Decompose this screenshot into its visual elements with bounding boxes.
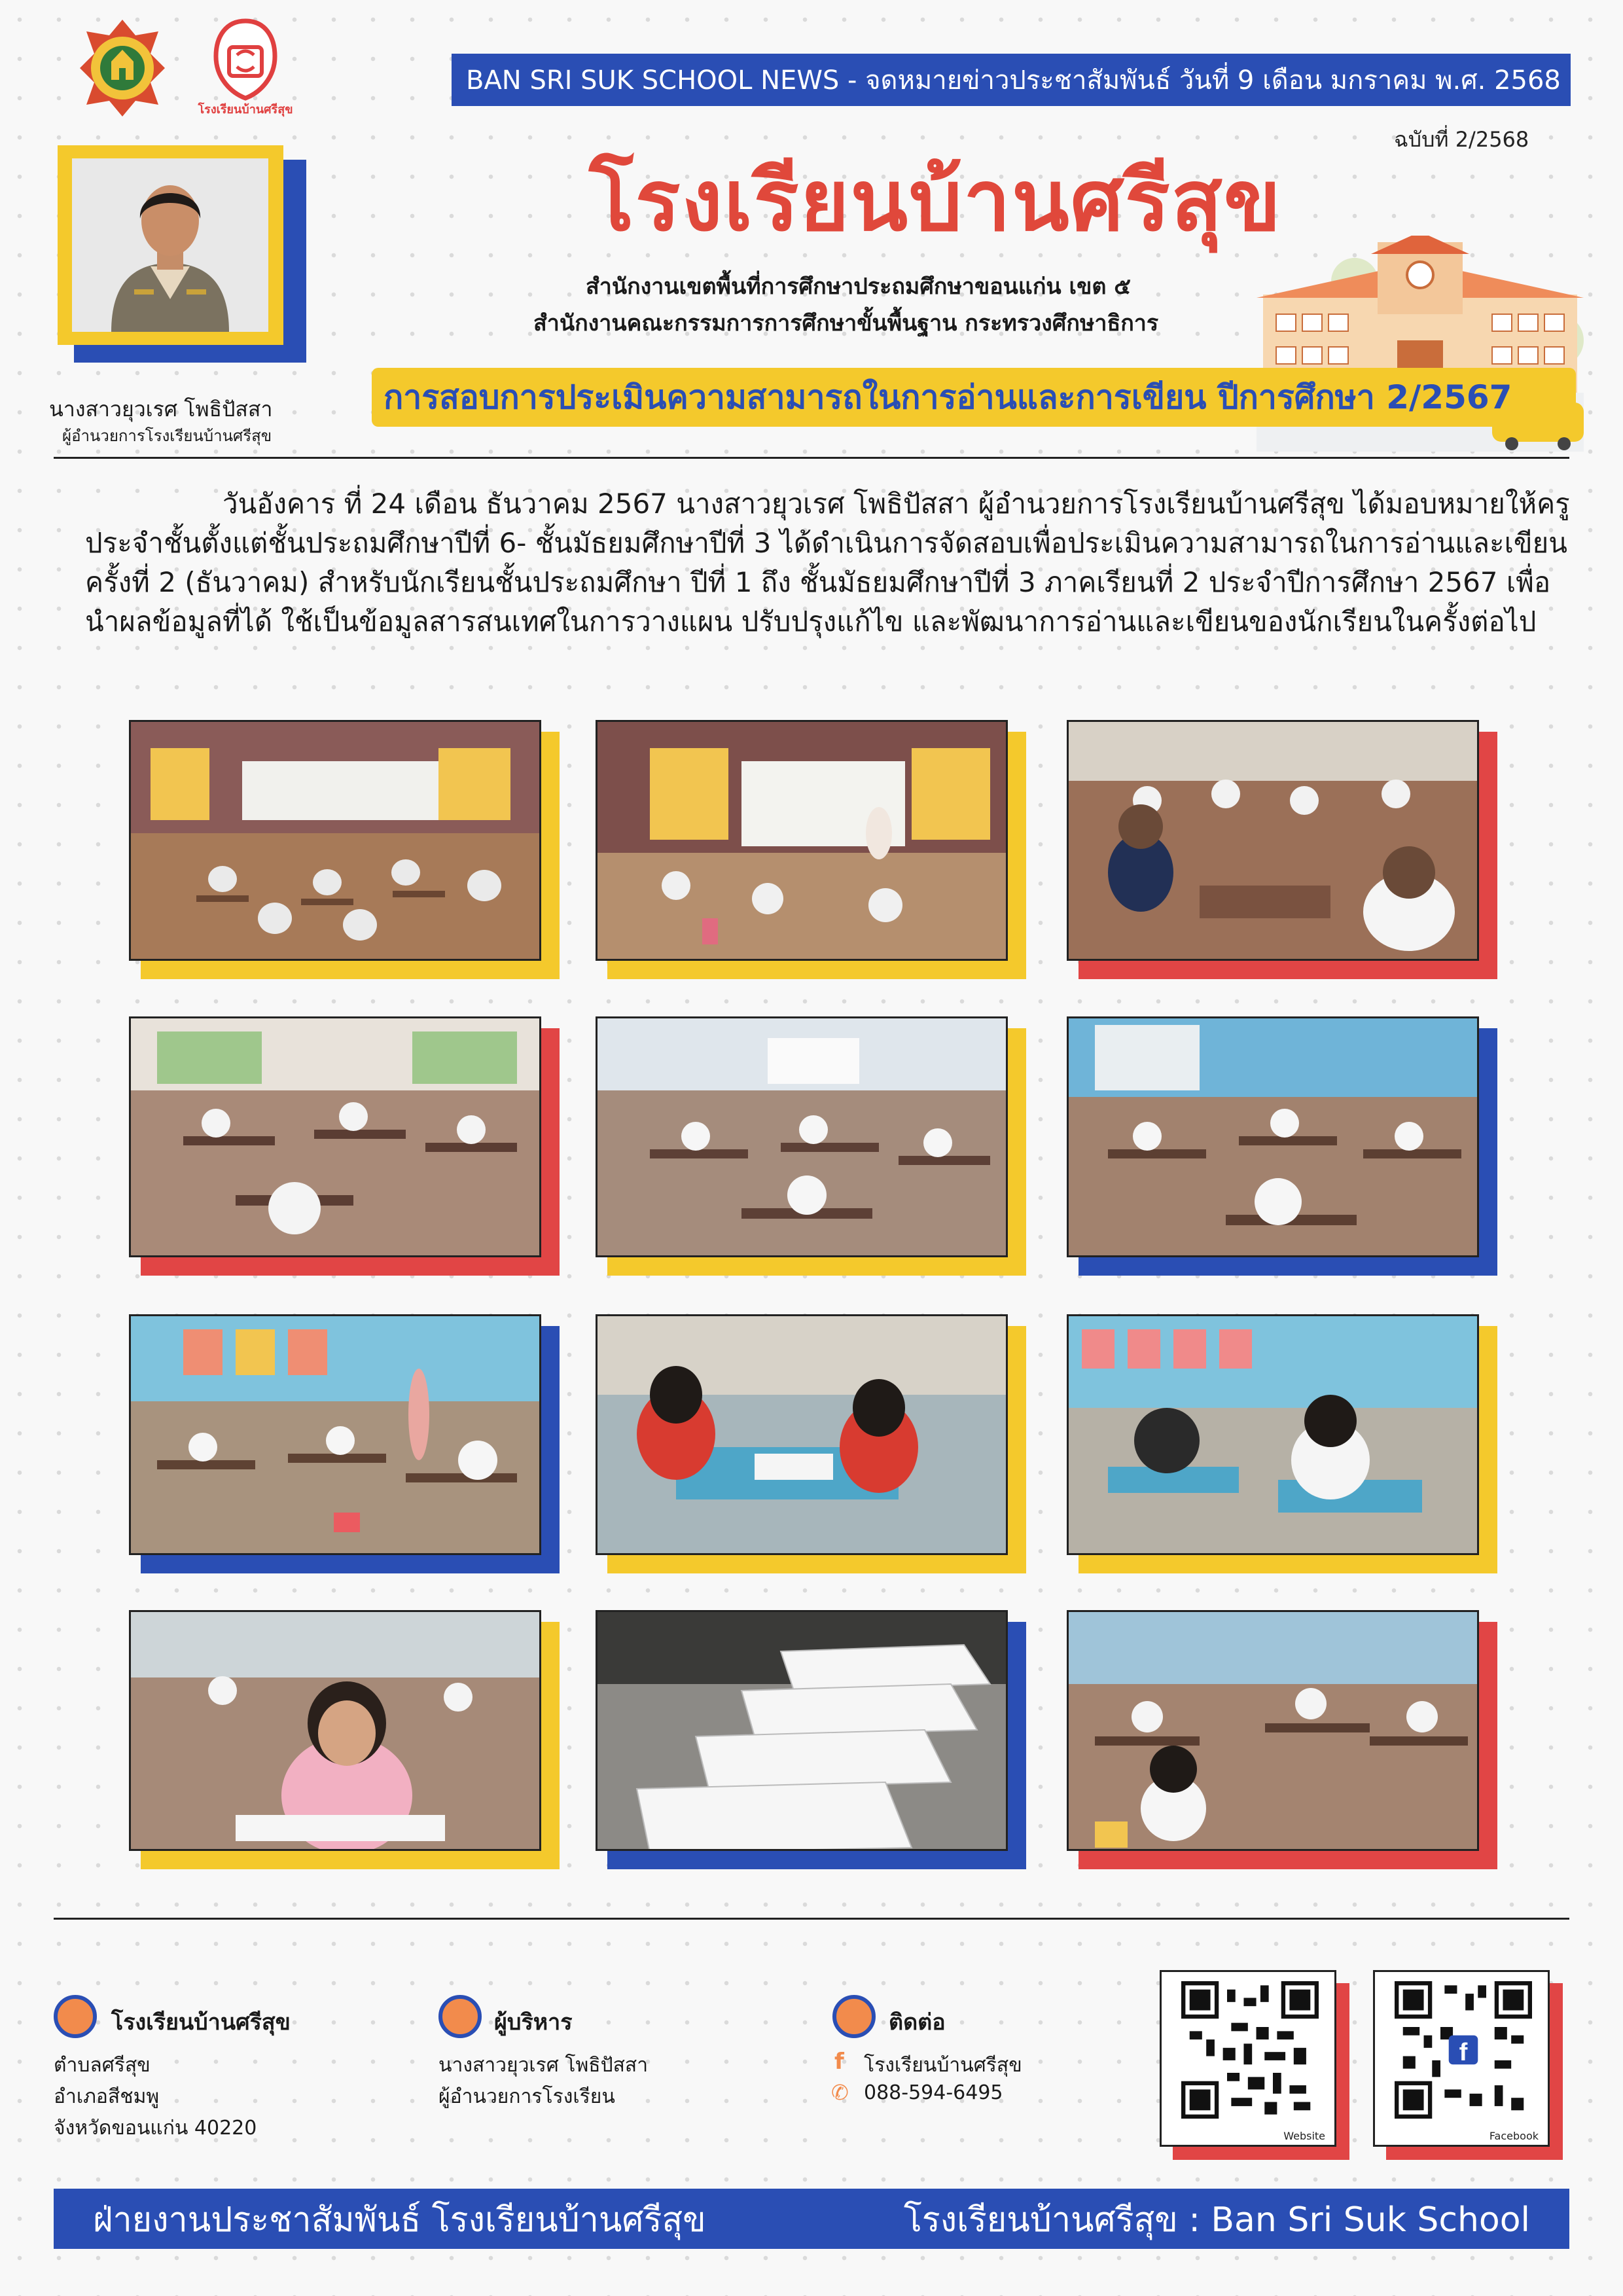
photo-2 [596,720,1027,982]
office-line-2: สำนักงานคณะกรรมการการศึกษาขั้นพื้นฐาน กระทรวงศึกษาธิการ [533,310,1159,336]
photo-11 [596,1610,1027,1872]
footer-contact-phone[interactable]: 088-594-6495 [864,2081,1003,2104]
photo-9 [1067,1314,1499,1576]
contact-bullet-icon [832,1995,876,2038]
event-title-banner: การสอบการประเมินความสามารถในการอ่านและการเขียน ปีการศึกษา 2/2567 [372,368,1576,427]
school-bullet-icon [54,1995,97,2038]
admin-bullet-icon [438,1995,482,2038]
school-logo [196,16,294,120]
issue-number: ฉบับที่ 2/2568 [1394,127,1529,152]
footer-school-line-1: ตำบลศรีสุข [54,2054,151,2077]
school-logo-text: โรงเรียนบ้านศรีสุข [198,103,293,117]
director-portrait [58,145,306,361]
qr-website-caption: Website [1283,2130,1325,2142]
footer-admin-line-2: ผู้อำนวยการโรงเรียน [438,2085,615,2108]
top-banner: BAN SRI SUK SCHOOL NEWS - จดหมายข่าวประชาสัมพันธ์ วันที่ 9 เดือน มกราคม พ.ศ. 2568 [452,54,1571,106]
qr-website[interactable] [1160,1970,1349,2160]
photo-7 [129,1314,561,1576]
photo-8 [596,1314,1027,1576]
footer-admin-line-1: นางสาวยุวเรศ โพธิปัสสา [438,2054,649,2077]
photo-5 [596,1016,1027,1278]
photo-3 [1067,720,1499,982]
obec-logo [73,16,171,120]
footer-contact-heading: ติดต่อ [889,2009,946,2036]
header-divider [54,457,1569,459]
footer-contact-facebook[interactable]: โรงเรียนบ้านศรีสุข [864,2054,1022,2077]
office-line-1: สำนักงานเขตพื้นที่การศึกษาประถมศึกษาขอนแก่น เขต ๕ [586,274,1131,300]
phone-icon: ✆ [831,2080,849,2105]
director-role: ผู้อำนวยการโรงเรียนบ้านศรีสุข [62,427,272,445]
bottom-bar [54,2189,1569,2249]
footer-school-line-3: จังหวัดขอนแก่น 40220 [54,2117,257,2140]
svg-text:f: f [1459,2037,1468,2066]
footer-admin-heading: ผู้บริหาร [494,2009,573,2036]
photo-4 [129,1016,561,1278]
photo-10 [129,1610,561,1872]
director-photo [72,158,268,332]
director-name: นางสาวยุวเรศ โพธิปัสสา [49,397,273,422]
qr-facebook-caption: Facebook [1489,2130,1539,2142]
bottom-bar-left: ฝ่ายงานประชาสัมพันธ์ โรงเรียนบ้านศรีสุข [93,2200,706,2240]
article-body [85,484,1584,641]
photo-6 [1067,1016,1499,1278]
bottom-bar-right: โรงเรียนบ้านศรีสุข : Ban Sri Suk School [903,2200,1530,2240]
article-text: วันอังคาร ที่ 24 เดือน ธันวาคม 2567 นางสาวยุวเรศ โพธิปัสสา ผู้อำนวยการโรงเรียนบ้านศรีสุข ได้มอบหมายให้ครูประจำชั้นตั้งแต่ชั้นประถมศึกษาปีที่ 6- ชั้นมัธยมศึกษาปีที่ 3 ได้ดำเนินการจัดสอบเพื่อประเมินความสามารถในการอ่านและเขียน ครั้งที่ 2 (ธันวาคม) สำหรับนักเรียนชั้นประถมศึกษา ปีที่ 1 ถึง ชั้นมัธยมศึกษาปีที่ 3 ภาคเรียนที่ 2 ประจำปีการศึกษา 2567 เพื่อนำผลข้อมูลที่ได้ ใช้เป็นข้อมูลสารสนเทศในการวางแผน ปรับปรุงแก้ไข และพัฒนาการอ่านและเขียนของนักเรียนในครั้งต่อไป [85,488,1570,637]
footer-school-heading: โรงเรียนบ้านศรีสุข [111,2009,291,2036]
photo-1 [129,720,561,982]
footer-school-line-2: อำเภอสีชมพู [54,2085,160,2108]
school-title: โรงเรียนบ้านศรีสุข [589,152,1283,250]
qr-facebook[interactable] [1373,1970,1563,2160]
photo-12 [1067,1610,1499,1872]
facebook-icon: f [834,2049,844,2075]
footer-divider [54,1918,1569,1920]
